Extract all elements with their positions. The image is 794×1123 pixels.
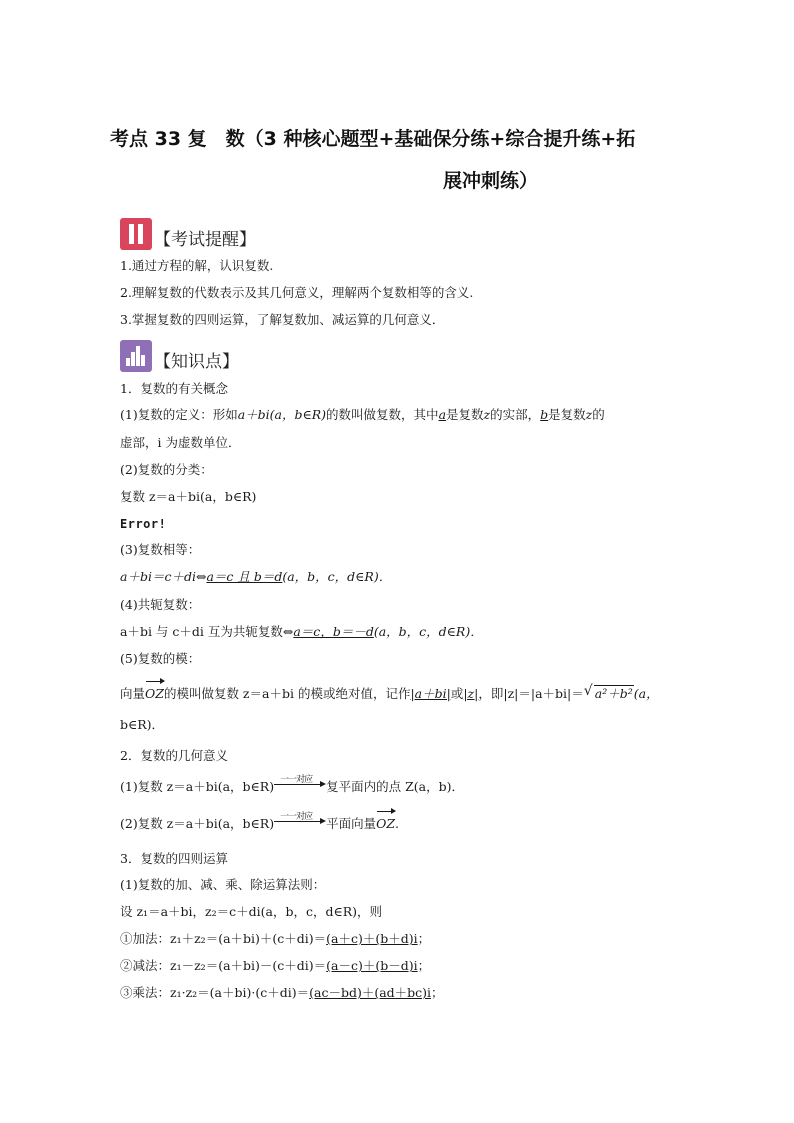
- geometry-1: (1)复数 z＝a＋bi(a，b∈R) 一一对应 复平面内的点 Z(a，b)．: [120, 778, 464, 797]
- exam-item: 1.通过方程的解，认识复数.: [120, 258, 274, 273]
- conjugate-expr: a＋bi 与 c＋di 互为共轭复数⇔a＝c，b＝－d(a，b，c，d∈R)．: [120, 624, 483, 639]
- section-header-exam: [120, 218, 256, 250]
- error-text: Error!: [120, 517, 167, 531]
- bar-chart-icon: [120, 340, 152, 372]
- modulus-expr: 向量OZ的模叫做复数 z＝a＋bi 的模或绝对值，记作|a＋bi|或|z|，即|z|＝|a＋bi|＝ √ a²＋b²(a，: [120, 683, 659, 701]
- equality-label: (3)复数相等：: [120, 542, 201, 557]
- operations-label: (1)复数的加、减、乘、除运算法则：: [120, 877, 326, 892]
- subtraction-rule: ②减法：z₁－z₂＝(a＋bi)－(c＋di)＝(a－c)＋(b－d)i；: [120, 958, 431, 973]
- heading-geometry: 2．复数的几何意义: [120, 748, 228, 763]
- pause-icon: [120, 218, 152, 250]
- exam-item: 2.理解复数的代数表示及其几何意义，理解两个复数相等的含义.: [120, 285, 474, 300]
- modulus-label: (5)复数的模：: [120, 651, 201, 666]
- definition-line-2: 虚部，i 为虚数单位．: [120, 435, 241, 450]
- vector-oz: OZ: [145, 686, 164, 701]
- mapping-arrow-icon: 一一对应: [274, 816, 326, 834]
- page-title: [110, 118, 710, 202]
- definition-line: (1)复数的定义：形如a＋bi(a，b∈R)的数叫做复数，其中a是复数z的实部，b是复数z的: [120, 407, 605, 422]
- equality-expr: a＋bi＝c＋di⇔a＝c 且 b＝d(a，b，c，d∈R)．: [120, 569, 392, 584]
- sqrt-symbol: √ a²＋b²: [583, 683, 633, 701]
- addition-rule: ①加法：z₁＋z₂＝(a＋bi)＋(c＋di)＝(a＋c)＋(b＋d)i；: [120, 931, 431, 946]
- exam-item: 3.掌握复数的四则运算，了解复数加、减运算的几何意义．: [120, 312, 445, 327]
- vector-oz: OZ: [376, 816, 396, 831]
- section-title-exam: 【考试提醒】: [154, 230, 256, 250]
- heading-concepts: 1．复数的有关概念: [120, 381, 228, 396]
- modulus-line-2: b∈R)．: [120, 717, 165, 732]
- title-line-1: 考点 33 复 数（3 种核心题型+基础保分练+综合提升练+拓: [110, 128, 636, 150]
- title-line-2: 展冲刺练）: [442, 170, 538, 192]
- conjugate-label: (4)共轭复数：: [120, 597, 201, 612]
- classification-expr: 复数 z＝a＋bi(a，b∈R): [120, 489, 257, 504]
- multiplication-rule: ③乘法：z₁·z₂＝(a＋bi)·(c＋di)＝(ac－bd)＋(ad＋bc)i；: [120, 985, 444, 1000]
- classification-label: (2)复数的分类：: [120, 462, 213, 477]
- section-title-knowledge: 【知识点】: [154, 352, 239, 372]
- mapping-arrow-icon: 一一对应: [274, 779, 326, 797]
- heading-operations: 3．复数的四则运算: [120, 851, 228, 866]
- operations-setup: 设 z₁＝a＋bi，z₂＝c＋di(a，b，c，d∈R)，则: [120, 904, 382, 919]
- geometry-2: (2)复数 z＝a＋bi(a，b∈R) 一一对应 平面向量OZ.: [120, 815, 399, 834]
- section-header-knowledge: [120, 340, 239, 372]
